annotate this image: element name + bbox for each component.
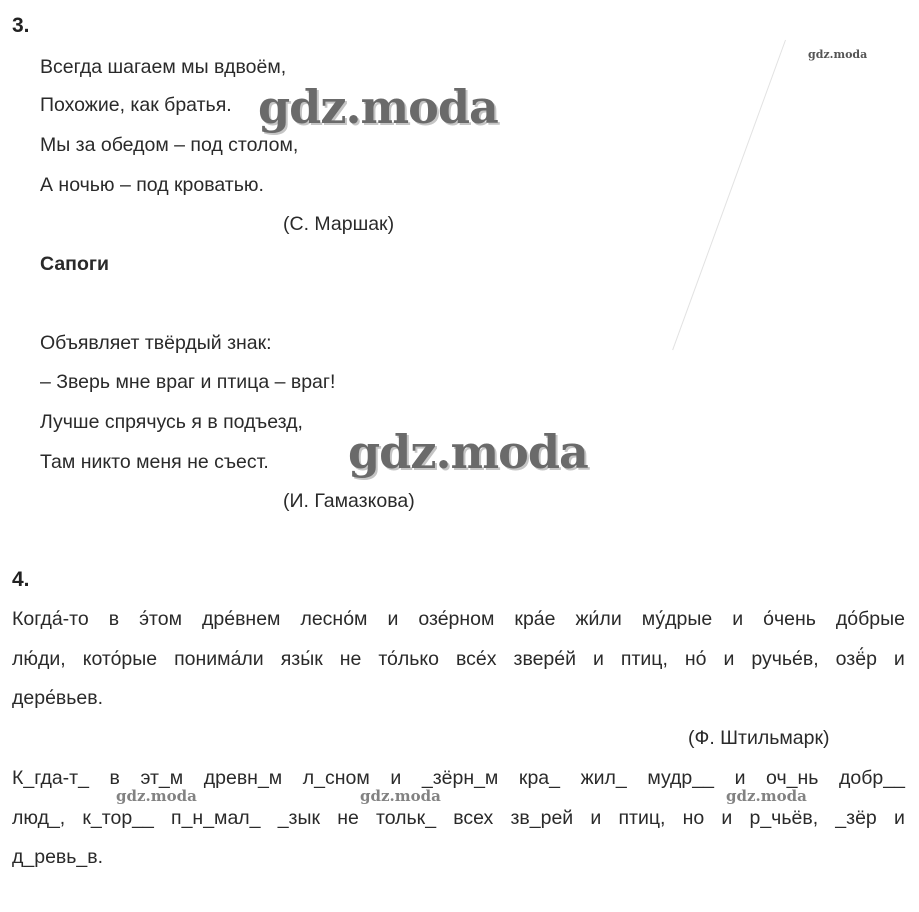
word: лесно́м [300,608,368,630]
word: озё́р [835,648,877,670]
word: К_гда-т_ [12,767,89,789]
word: и [387,608,399,630]
poem1-line-1: Всегда шагаем мы вдвоём, [40,56,287,78]
word: и [893,807,905,829]
word: жи́ли [575,608,622,630]
word: дре́внем [202,608,281,630]
word: не [339,648,362,670]
word: п_н_мал_ [171,807,261,829]
poem1-line-2: Похожие, как братья. [40,94,232,116]
poem1-author: (С. Маршак) [283,213,395,235]
word: и [590,807,602,829]
word: оч_нь [766,767,819,789]
word: и [593,648,604,670]
exercise-line-3: д_ревь_в. [12,846,104,868]
word: понима́ли [174,648,264,670]
poem2-line-2: – Зверь мне враг и птица – враг! [40,371,336,393]
word: зв_рей [510,807,574,829]
word: не [337,807,359,829]
word: к_тор__ [82,807,154,829]
word: в [108,608,120,630]
word: эт_м [140,767,184,789]
word: то́лько [378,648,440,670]
watermark-small-3: gdz.moda [726,787,807,805]
word: и [723,648,735,670]
word: птиц, [620,648,668,670]
poem1-line-3: Мы за обедом – под столом, [40,134,299,156]
word: и [734,767,746,789]
task-3-number: 3. [12,14,30,37]
word: озе́рном [418,608,495,630]
word: кра_ [518,767,560,789]
word: _зык [277,807,321,829]
task4-text-line-2 [12,647,905,671]
answer-title: Сапоги [40,253,109,275]
word: в [109,767,120,789]
word: кото́рые [82,648,158,670]
poem2-author: (И. Гамазкова) [283,490,415,512]
word: жил_ [580,767,627,789]
word: тольк_ [376,807,437,829]
word: звере́й [513,648,577,670]
task4-text-line-3: дере́вьев. [12,687,104,709]
scan-artifact-line [672,40,786,350]
word: язы́к [280,648,323,670]
poem2-line-3: Лучше спрячусь я в подъезд, [40,411,303,433]
word: и [732,608,744,630]
exercise-line-2 [12,806,905,830]
watermark-large-2: gdz.moda [348,425,588,479]
watermark-small-2: gdz.moda [360,787,441,805]
word: и [390,767,402,789]
word: мудр__ [647,767,714,789]
word: л_сном [302,767,370,789]
word: птиц, [618,807,666,829]
word: лю́ди, [12,648,66,670]
word: древн_м [203,767,283,789]
watermark-corner: gdz.moda [808,48,868,61]
word: о́чень [763,608,816,630]
word: кра́е [514,608,556,630]
task-4-number: 4. [12,568,30,591]
word: но́ [684,648,707,670]
word: _зёрн_м [421,767,499,789]
task4-text-line-1 [12,607,905,631]
word: му́дрые [641,608,713,630]
poem1-line-4: А ночью – под кроватью. [40,174,264,196]
word: все́х [456,648,497,670]
word: до́брые [835,608,905,630]
poem2-line-4: Там никто меня не съест. [40,451,269,473]
word: р_чьёв, [749,807,819,829]
task4-author: (Ф. Штильмарк) [688,727,830,749]
word: Когда́-то [12,608,89,630]
word: люд_, [12,807,66,829]
word: и [893,648,905,670]
word: э́том [139,608,182,630]
poem2-line-1: Объявляет твёрдый знак: [40,332,272,354]
word: ручье́в, [751,648,819,670]
word: _зёр [835,807,877,829]
word: всех [453,807,494,829]
word: добр__ [838,767,905,789]
word: и [721,807,733,829]
watermark-small-1: gdz.moda [116,787,197,805]
watermark-large-1: gdz.moda [258,80,498,134]
word: но [682,807,705,829]
